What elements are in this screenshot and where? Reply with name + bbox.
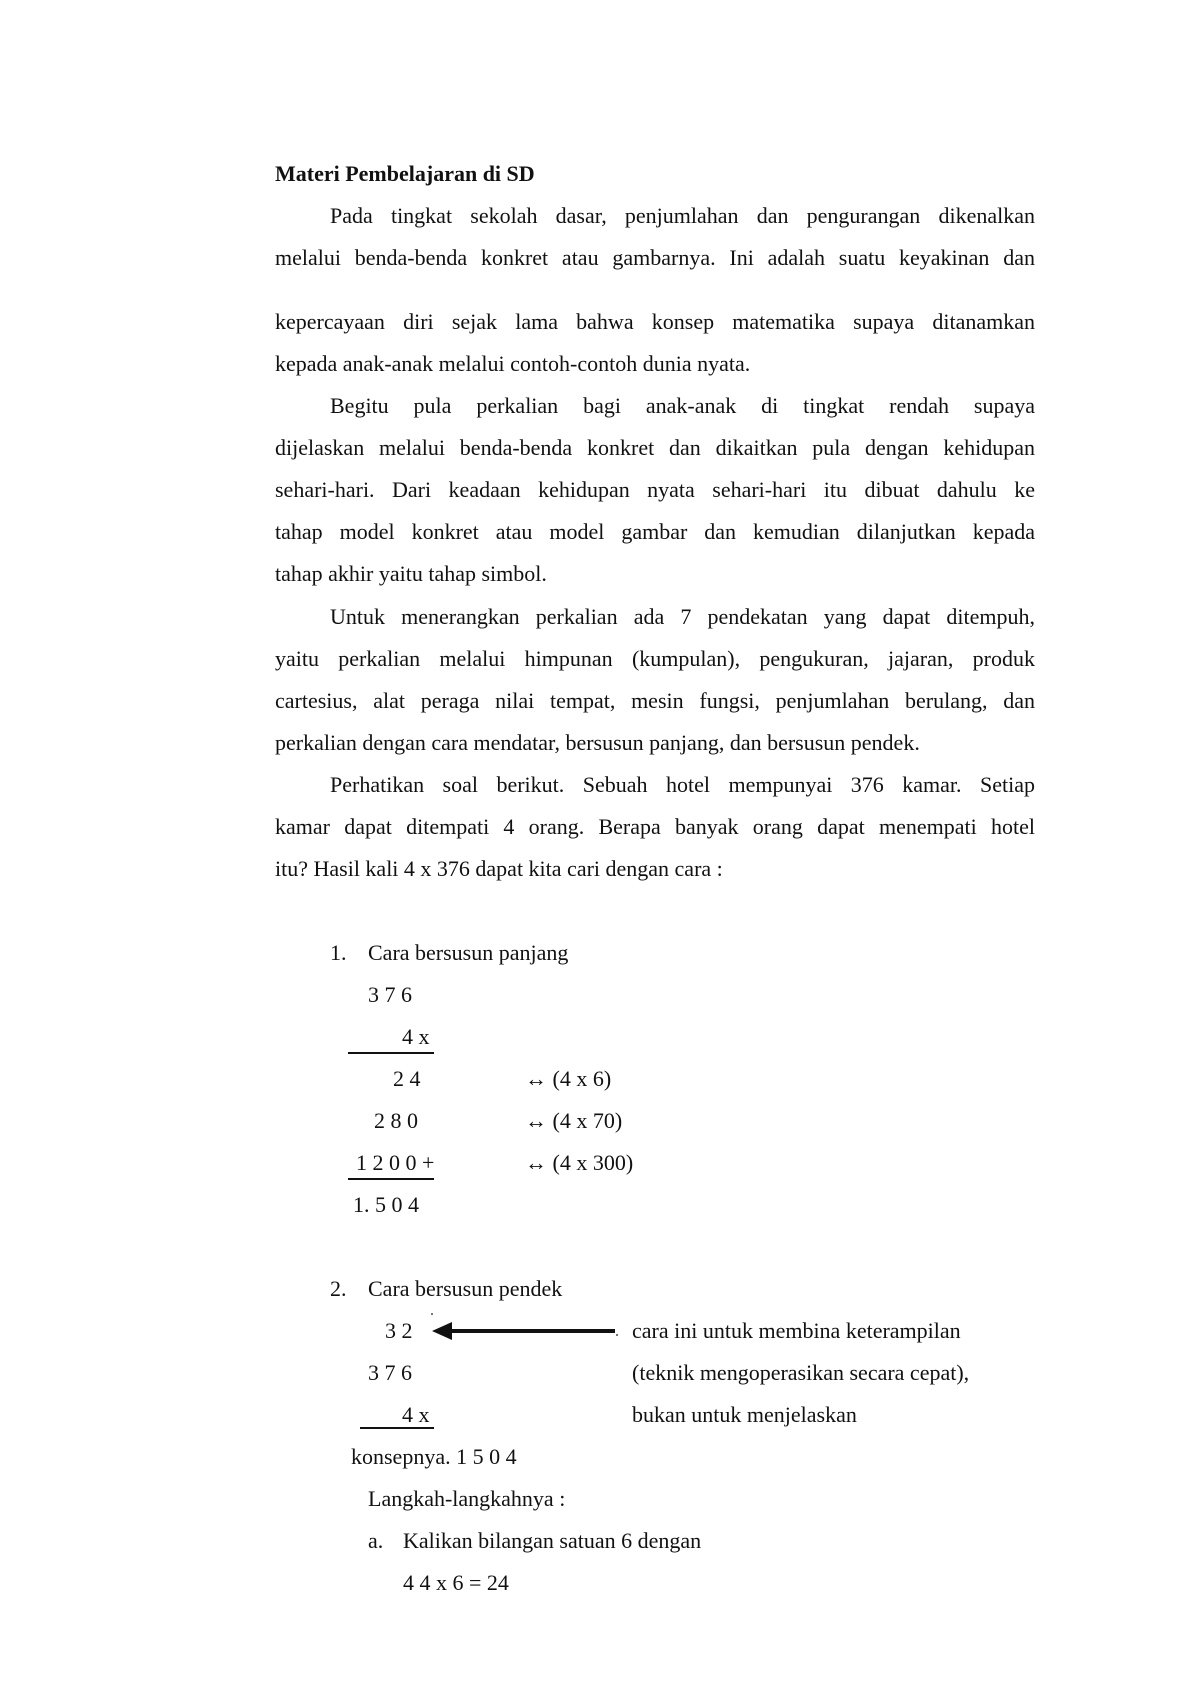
paragraph-1-line-2: melalui benda-benda konkret atau gambarnya. Ini adalah suatu keyakinan dan — [275, 245, 1035, 270]
paragraph-3-line-4: perkalian dengan cara mendatar, bersusun panjang, dan bersusun pendek. — [275, 730, 920, 755]
method-2-rule — [360, 1427, 434, 1429]
method-2-number: 2. — [330, 1276, 347, 1301]
arrow-left-icon — [432, 1322, 452, 1340]
method-2-title: Cara bersusun pendek — [368, 1276, 563, 1301]
method-2-continuation: konsepnya. 1 5 0 4 — [351, 1444, 517, 1469]
paragraph-4-line-3: itu? Hasil kali 4 x 376 dapat kita cari dengan cara : — [275, 856, 723, 881]
method-2-steps-label: Langkah-langkahnya : — [368, 1486, 566, 1511]
paragraph-2-line-1: Begitu pula perkalian bagi anak-anak di tingkat rendah supaya — [330, 393, 1035, 418]
paragraph-2-line-2: dijelaskan melalui benda-benda konkret dan dikaitkan pula dengan kehidupan — [275, 435, 1035, 460]
step-a-letter: a. — [368, 1528, 384, 1553]
paragraph-3-line-2: yaitu perkalian melalui himpunan (kumpulan), pengukuran, jajaran, produk — [275, 646, 1035, 671]
arrow-tick-end — [616, 1334, 618, 1336]
method-1-multiplicand: 3 7 6 — [368, 982, 412, 1007]
method-1-result: 1. 5 0 4 — [353, 1192, 419, 1217]
method-2-carry: 3 2 — [385, 1318, 413, 1343]
method-1-rule-1 — [348, 1052, 434, 1054]
arrow-shaft — [450, 1329, 615, 1333]
method-1-note-1: ↔ (4 x 6) — [525, 1066, 612, 1091]
paragraph-2-line-5: tahap akhir yaitu tahap simbol. — [275, 561, 547, 586]
paragraph-3-line-3: cartesius, alat peraga nilai tempat, mesin fungsi, penjumlahan berulang, dan — [275, 688, 1035, 713]
paragraph-3-line-1: Untuk menerangkan perkalian ada 7 pendekatan yang dapat ditempuh, — [330, 604, 1035, 629]
method-1-note-2: ↔ (4 x 70) — [525, 1108, 623, 1133]
method-2-explain-1: cara ini untuk membina keterampilan — [632, 1318, 961, 1343]
method-1-rule-2 — [348, 1178, 434, 1180]
method-1-partial-3: 1 2 0 0 + — [356, 1150, 435, 1175]
paragraph-4-line-2: kamar dapat ditempati 4 orang. Berapa banyak orang dapat menempati hotel — [275, 814, 1035, 839]
paragraph-4-line-1: Perhatikan soal berikut. Sebuah hotel mempunyai 376 kamar. Setiap — [330, 772, 1035, 797]
method-1-partial-1: 2 4 — [393, 1066, 421, 1091]
method-1-partial-2: 2 8 0 — [374, 1108, 418, 1133]
method-2-explain-2: (teknik mengoperasikan secara cepat), — [632, 1360, 970, 1385]
arrow-tick-start — [431, 1313, 433, 1315]
method-2-explain-3: bukan untuk menjelaskan — [632, 1402, 857, 1427]
step-a-calc: 4 4 x 6 = 24 — [403, 1570, 509, 1595]
paragraph-1-line-1: Pada tingkat sekolah dasar, penjumlahan dan pengurangan dikenalkan — [330, 203, 1035, 228]
step-a-text: Kalikan bilangan satuan 6 dengan — [403, 1528, 702, 1553]
method-1-number: 1. — [330, 940, 347, 965]
paragraph-2-line-3: sehari-hari. Dari keadaan kehidupan nyata sehari-hari itu dibuat dahulu ke — [275, 477, 1035, 502]
method-1-note-3: ↔ (4 x 300) — [525, 1150, 634, 1175]
method-2-multiplier: 4 x — [402, 1402, 430, 1427]
paragraph-2-line-4: tahap model konkret atau model gambar dan kemudian dilanjutkan kepada — [275, 519, 1035, 544]
paragraph-1-line-4: kepada anak-anak melalui contoh-contoh dunia nyata. — [275, 351, 751, 376]
method-2-multiplicand: 3 7 6 — [368, 1360, 412, 1385]
method-1-title: Cara bersusun panjang — [368, 940, 569, 965]
method-1-multiplier: 4 x — [402, 1024, 430, 1049]
paragraph-1-line-3: kepercayaan diri sejak lama bahwa konsep matematika supaya ditanamkan — [275, 309, 1035, 334]
document-title: Materi Pembelajaran di SD — [275, 161, 535, 186]
